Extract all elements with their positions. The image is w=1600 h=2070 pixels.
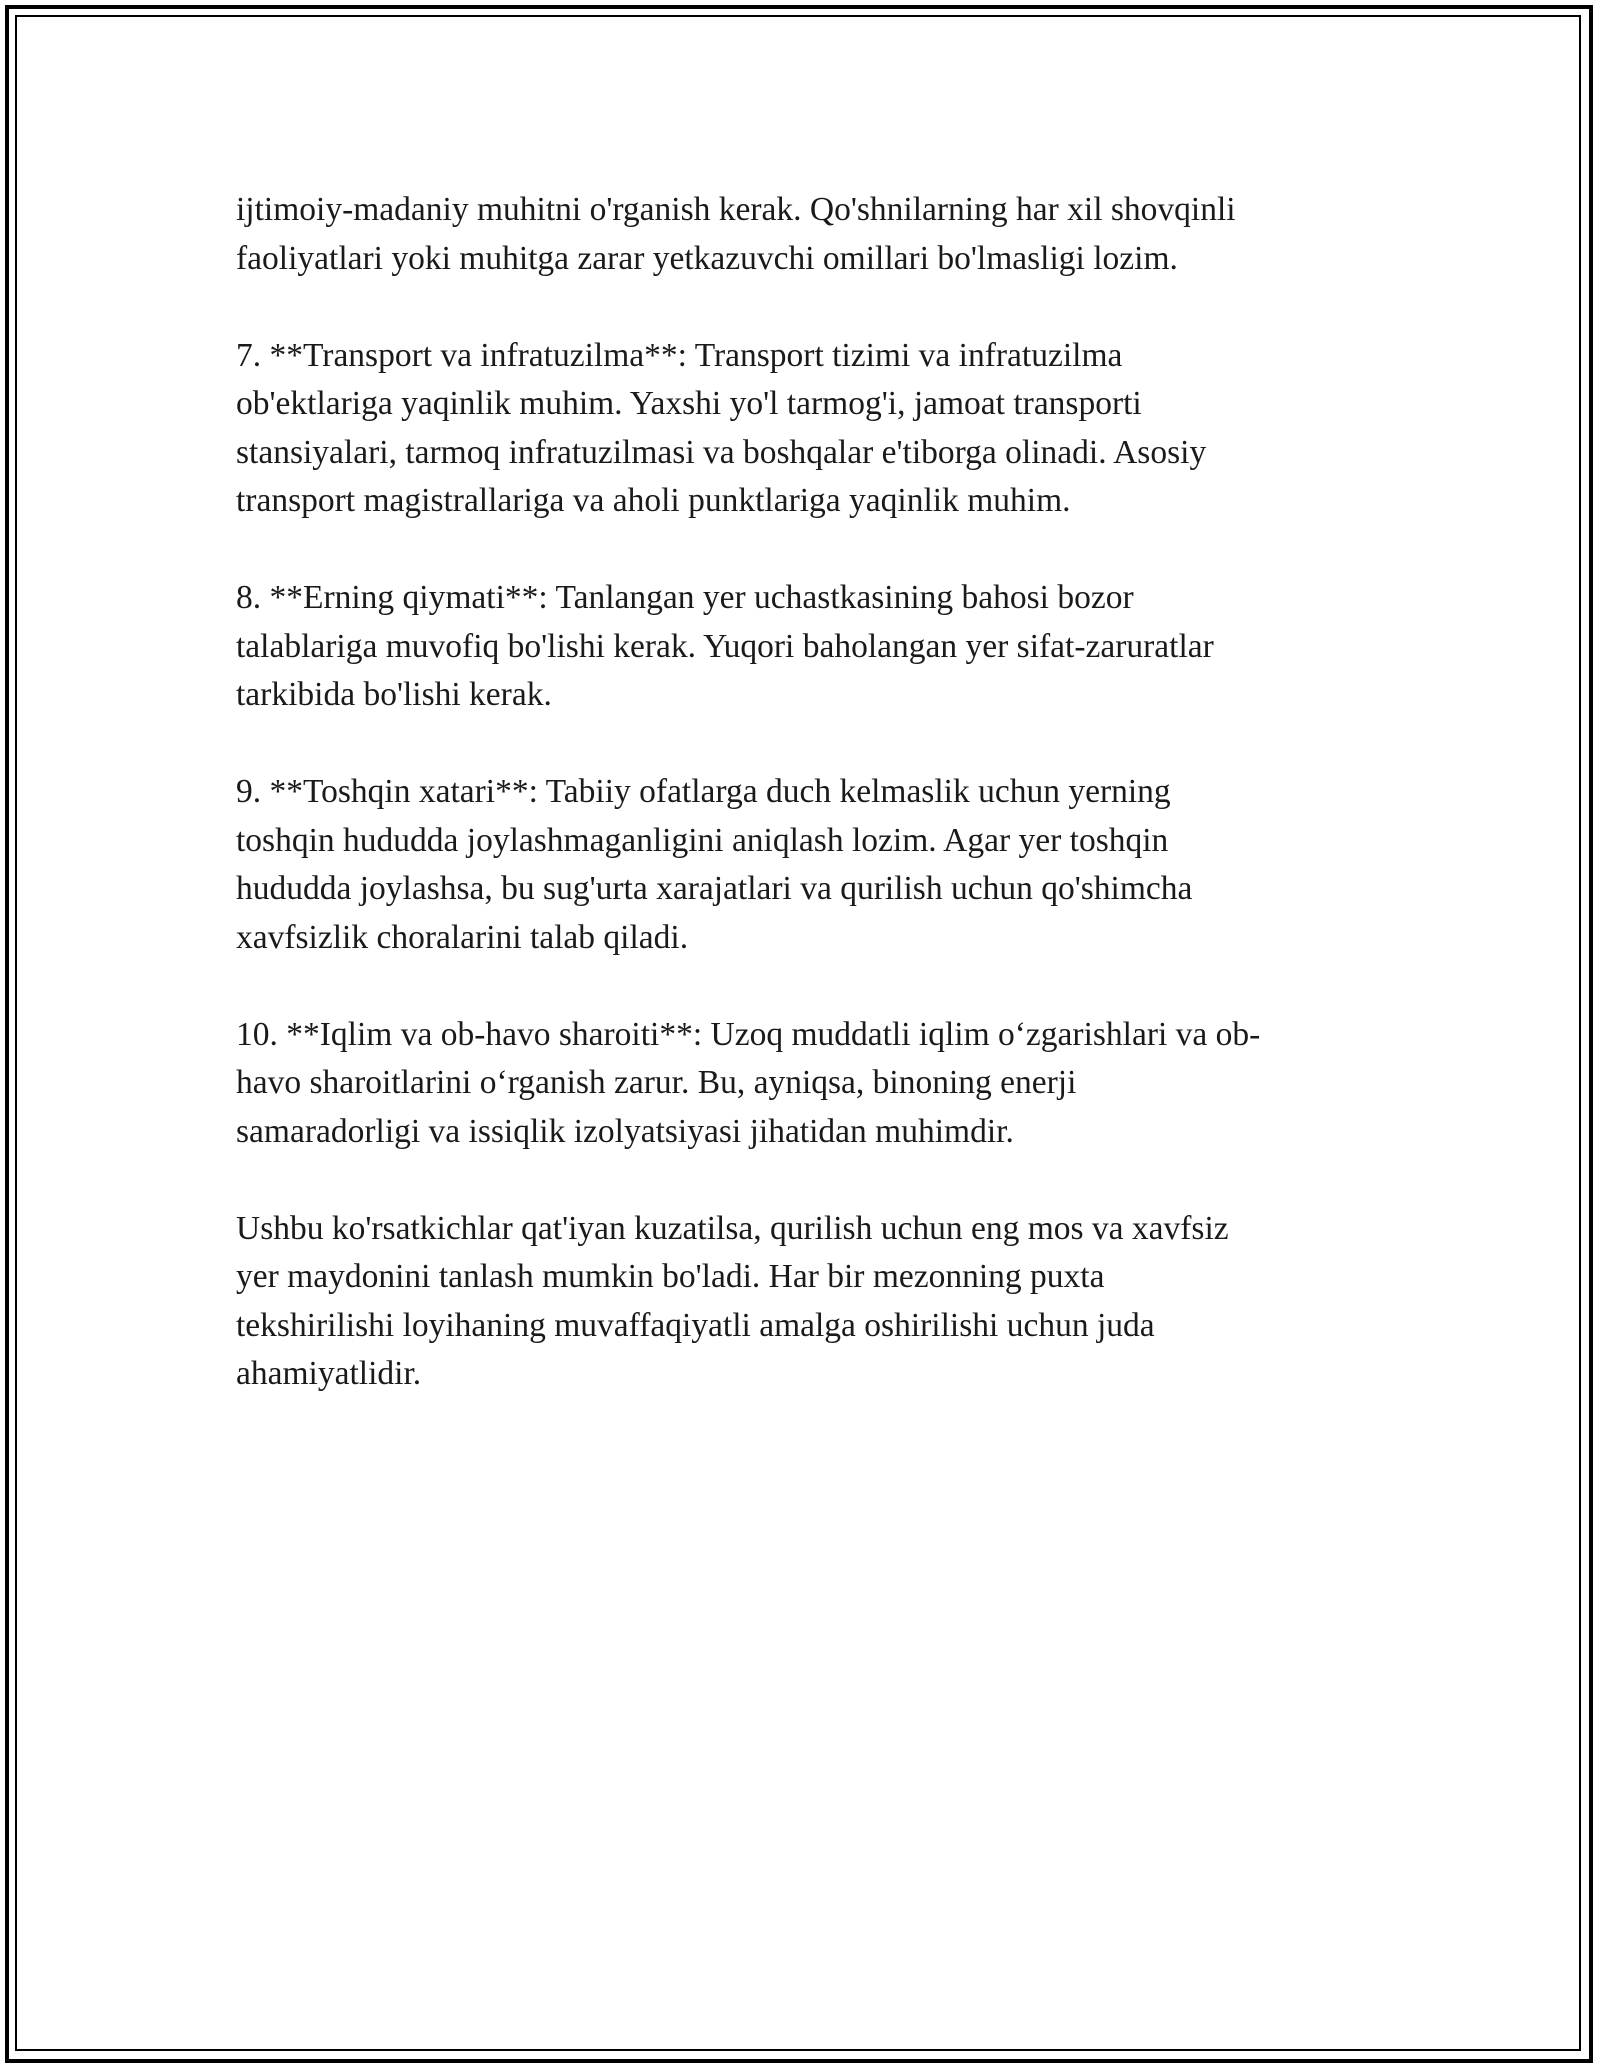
text-line: transport magistrallariga va aholi punktlariga yaqinlik muhim.	[236, 482, 1071, 519]
text-line: yer maydonini tanlash mumkin bo'ladi. Har bir mezonning puxta	[236, 1258, 1105, 1295]
document-body	[236, 186, 1366, 1447]
text-line: talablariga muvofiq bo'lishi kerak. Yuqori baholangan yer sifat-zaruratlar	[236, 627, 1214, 665]
paragraph-flood-risk	[236, 768, 1366, 962]
text-line: havo sharoitlarini o‘rganish zarur. Bu, ayniqsa, binoning enerji	[236, 1064, 1077, 1101]
text-line: ahamiyatlidir.	[236, 1355, 422, 1392]
text-line: 10. **Iqlim va ob-havo sharoiti**: Uzoq muddatli iqlim o‘zgarishlari va ob-	[236, 1015, 1261, 1053]
text-line: ob'ektlariga yaqinlik muhim. Yaxshi yo'l tarmog'i, jamoat transporti	[236, 385, 1142, 422]
text-line: faoliyatlari yoki muhitga zarar yetkazuvchi omillari bo'lmasligi lozim.	[236, 239, 1178, 277]
text-line: tekshirilishi loyihaning muvaffaqiyatli amalga oshirilishi uchun juda	[236, 1306, 1155, 1344]
text-line: xavfsizlik choralarini talab qiladi.	[236, 918, 689, 956]
text-line: ijtimoiy-madaniy muhitni o'rganish kerak. Qo'shnilarning har xil shovqinli	[236, 191, 1236, 228]
paragraph-climate	[236, 1011, 1366, 1157]
text-line: tarkibida bo'lishi kerak.	[236, 676, 552, 713]
text-line: hududda joylashsa, bu sug'urta xarajatlari va qurilish uchun qo'shimcha	[236, 870, 1193, 907]
paragraph-transport	[236, 332, 1366, 526]
text-line: 9. **Toshqin xatari**: Tabiiy ofatlarga duch kelmaslik uchun yerning	[236, 773, 1171, 810]
paragraph-land-value	[236, 574, 1366, 720]
text-line: stansiyalari, tarmoq infratuzilmasi va boshqalar e'tiborga olinadi. Asosiy	[236, 433, 1207, 471]
text-line: 8. **Erning qiymati**: Tanlangan yer uchastkasining bahosi bozor	[236, 579, 1134, 616]
text-line: 7. **Transport va infratuzilma**: Transport tizimi va infratuzilma	[236, 336, 1123, 374]
text-line: toshqin hududda joylashmaganligini aniqlash lozim. Agar yer toshqin	[236, 821, 1169, 859]
paragraph-social-environment	[236, 186, 1366, 283]
text-line: Ushbu ko'rsatkichlar qat'iyan kuzatilsa, qurilish uchun eng mos va xavfsiz	[236, 1209, 1229, 1247]
paragraph-conclusion	[236, 1205, 1366, 1399]
text-line: samaradorligi va issiqlik izolyatsiyasi jihatidan muhimdir.	[236, 1112, 1014, 1150]
